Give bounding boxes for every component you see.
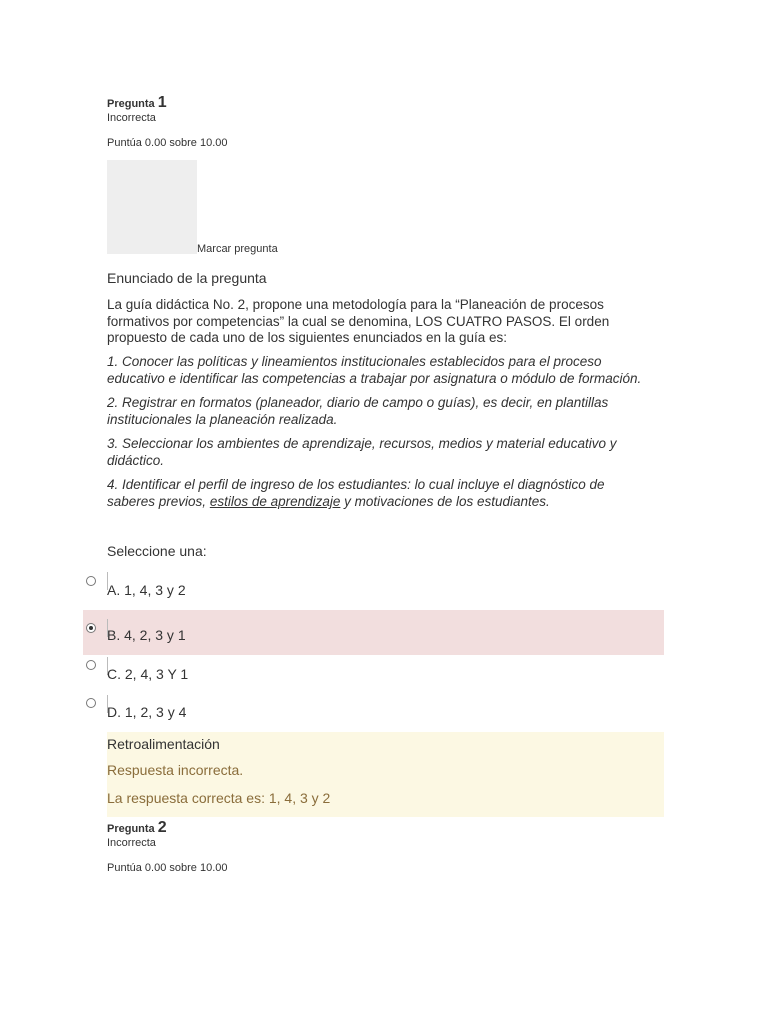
question-1-status: Incorrecta	[107, 112, 156, 124]
question-2-score: Puntúa 0.00 sobre 10.00	[107, 862, 228, 874]
question-1-score: Puntúa 0.00 sobre 10.00	[107, 137, 228, 149]
radio-button[interactable]	[86, 660, 96, 670]
feedback-correct-answer: La respuesta correcta es: 1, 4, 3 y 2	[107, 790, 331, 806]
question-label: Pregunta	[107, 823, 155, 835]
list-item: 1. Conocer las políticas y lineamientos institucionales establecidos para el proceso educativo e identificar las competencias a trabajar por asignatura o módulo de formación.	[107, 354, 642, 386]
feedback-title: Retroalimentación	[107, 736, 220, 752]
answer-option-a[interactable]	[83, 567, 664, 612]
item-text: y motivaciones de los estudiantes.	[340, 494, 550, 509]
option-label[interactable]: D. 1, 2, 3 y 4	[107, 704, 187, 720]
list-item: 2. Registrar en formatos (planeador, diario de campo o guías), es decir, en plantillas institucionales la planeación realizada.	[107, 395, 609, 427]
option-label[interactable]: C. 2, 4, 3 Y 1	[107, 666, 189, 682]
question-1-heading	[107, 94, 167, 112]
question-2-status: Incorrecta	[107, 837, 156, 849]
question-number: 1	[157, 94, 167, 111]
list-item	[107, 476, 647, 510]
select-prompt: Seleccione una:	[107, 543, 207, 559]
question-label: Pregunta	[107, 98, 155, 110]
answer-option-d[interactable]	[83, 690, 664, 735]
steps-list	[107, 353, 647, 517]
question-number: 2	[157, 819, 167, 836]
radio-button-checked[interactable]	[86, 623, 96, 633]
radio-button[interactable]	[86, 576, 96, 586]
radio-button[interactable]	[86, 698, 96, 708]
answer-option-b[interactable]	[83, 610, 664, 655]
option-label[interactable]: A. 1, 4, 3 y 2	[107, 582, 186, 598]
feedback-result: Respuesta incorrecta.	[107, 762, 244, 778]
statement-heading: Enunciado de la pregunta	[107, 270, 267, 286]
feedback-panel	[107, 732, 664, 817]
stem-line: formativos por competencias” la cual se denomina, LOS CUATRO PASOS. El orden	[107, 313, 610, 329]
stem-line: propuesto de cada uno de los siguientes enunciados en la guía es:	[107, 330, 508, 345]
flag-icon[interactable]	[107, 160, 197, 254]
question-stem	[107, 297, 647, 347]
option-label[interactable]: B. 4, 2, 3 y 1	[107, 627, 186, 643]
list-item: 3. Seleccionar los ambientes de aprendizaje, recursos, medios y material educativo y didáctico.	[107, 436, 617, 468]
flag-question-link[interactable]: Marcar pregunta	[197, 243, 278, 255]
learning-styles-link[interactable]: estilos de aprendizaje	[209, 494, 341, 509]
stem-line: La guía didáctica No. 2, propone una metodología para la “Planeación de procesos	[107, 297, 604, 312]
item-text: 4. Identificar el perfil de ingreso de los estudiantes: lo cual incluye el diagnóstico de saberes previos,	[107, 477, 605, 509]
question-2-heading	[107, 819, 167, 837]
